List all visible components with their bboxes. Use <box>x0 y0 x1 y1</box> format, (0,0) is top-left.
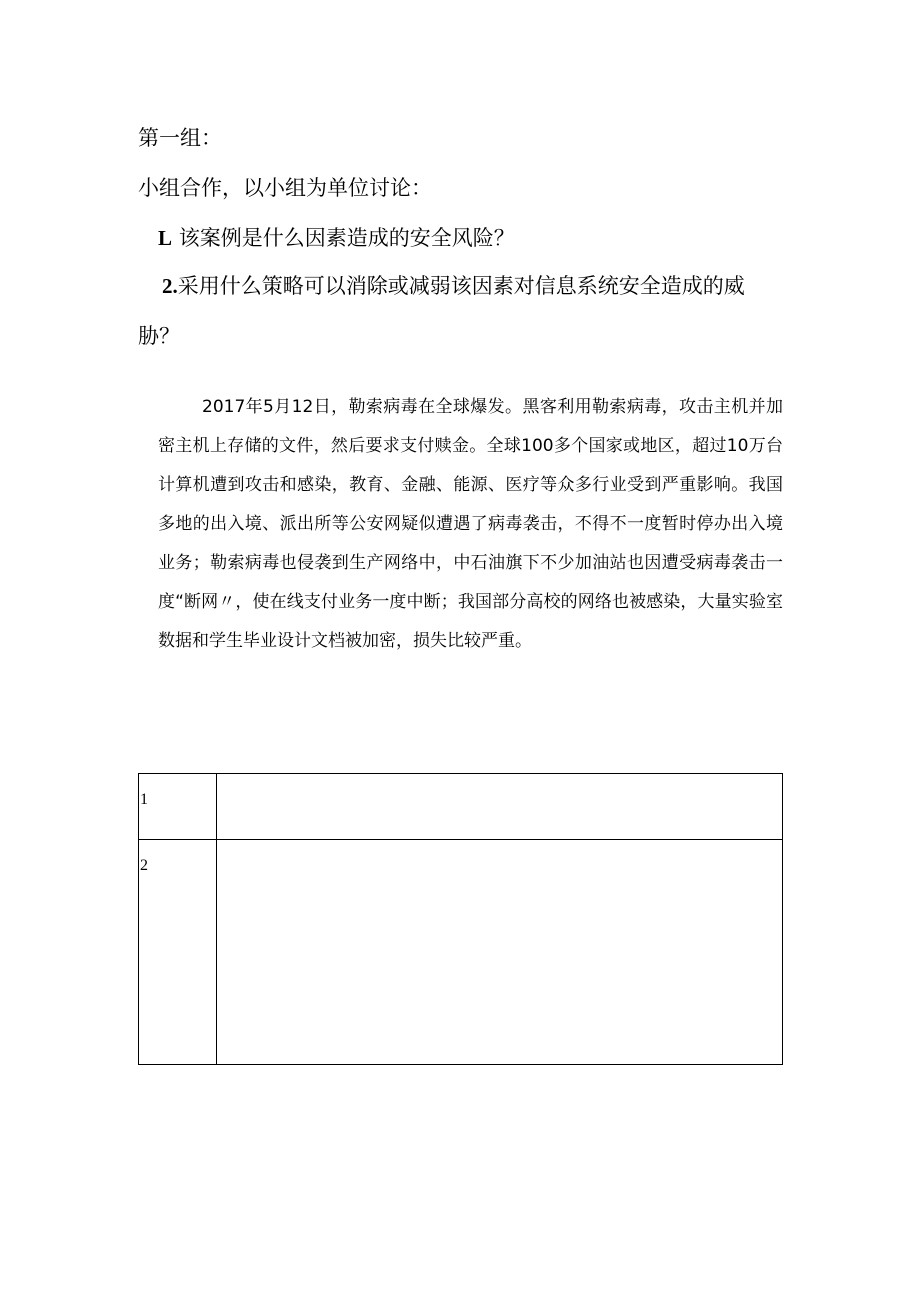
question-2-text: 采用什么策略可以消除或减弱该因素对信息系统安全造成的威 <box>177 274 745 298</box>
table-row <box>139 840 783 1065</box>
question-1-number: L <box>158 226 173 250</box>
question-2 <box>162 272 745 300</box>
question-1-text: 该案例是什么因素造成的安全风险？ <box>178 226 515 250</box>
answer-cell-1[interactable] <box>217 774 783 840</box>
answer-cell-2[interactable] <box>217 840 783 1065</box>
row-number-cell: 1 <box>139 774 217 840</box>
question-2-continuation: 胁？ <box>138 324 180 348</box>
row-number-cell: 2 <box>139 840 217 1065</box>
question-1 <box>158 224 515 252</box>
case-description: 2017年5月12日，勒索病毒在全球爆发。黑客利用勒索病毒，攻击主机并加密主机上存储的文件，然后要求支付赎金。全球100多个国家或地区，超过10万台计算机遭到攻击和感染，教育、金融、能源、医疗等众多行业受到严重影响。我国多地的出入境、派出所等公安网疑似遭遇了病毒袭击，不得不一度暂时停办出入境业务；勒索病毒也侵袭到生产网络中，中石油旗下不少加油站也因遭受病毒袭击一度“断网〃，使在线支付业务一度中断；我国部分高校的网络也被感染，大量实验室数据和学生毕业设计文档被加密，损失比较严重。 <box>158 397 783 651</box>
group-heading: 第一组： <box>138 126 222 150</box>
table-row <box>139 774 783 840</box>
answer-table <box>138 773 783 1065</box>
task-instruction: 小组合作，以小组为单位讨论： <box>138 176 432 200</box>
question-2-number: 2. <box>162 274 178 298</box>
